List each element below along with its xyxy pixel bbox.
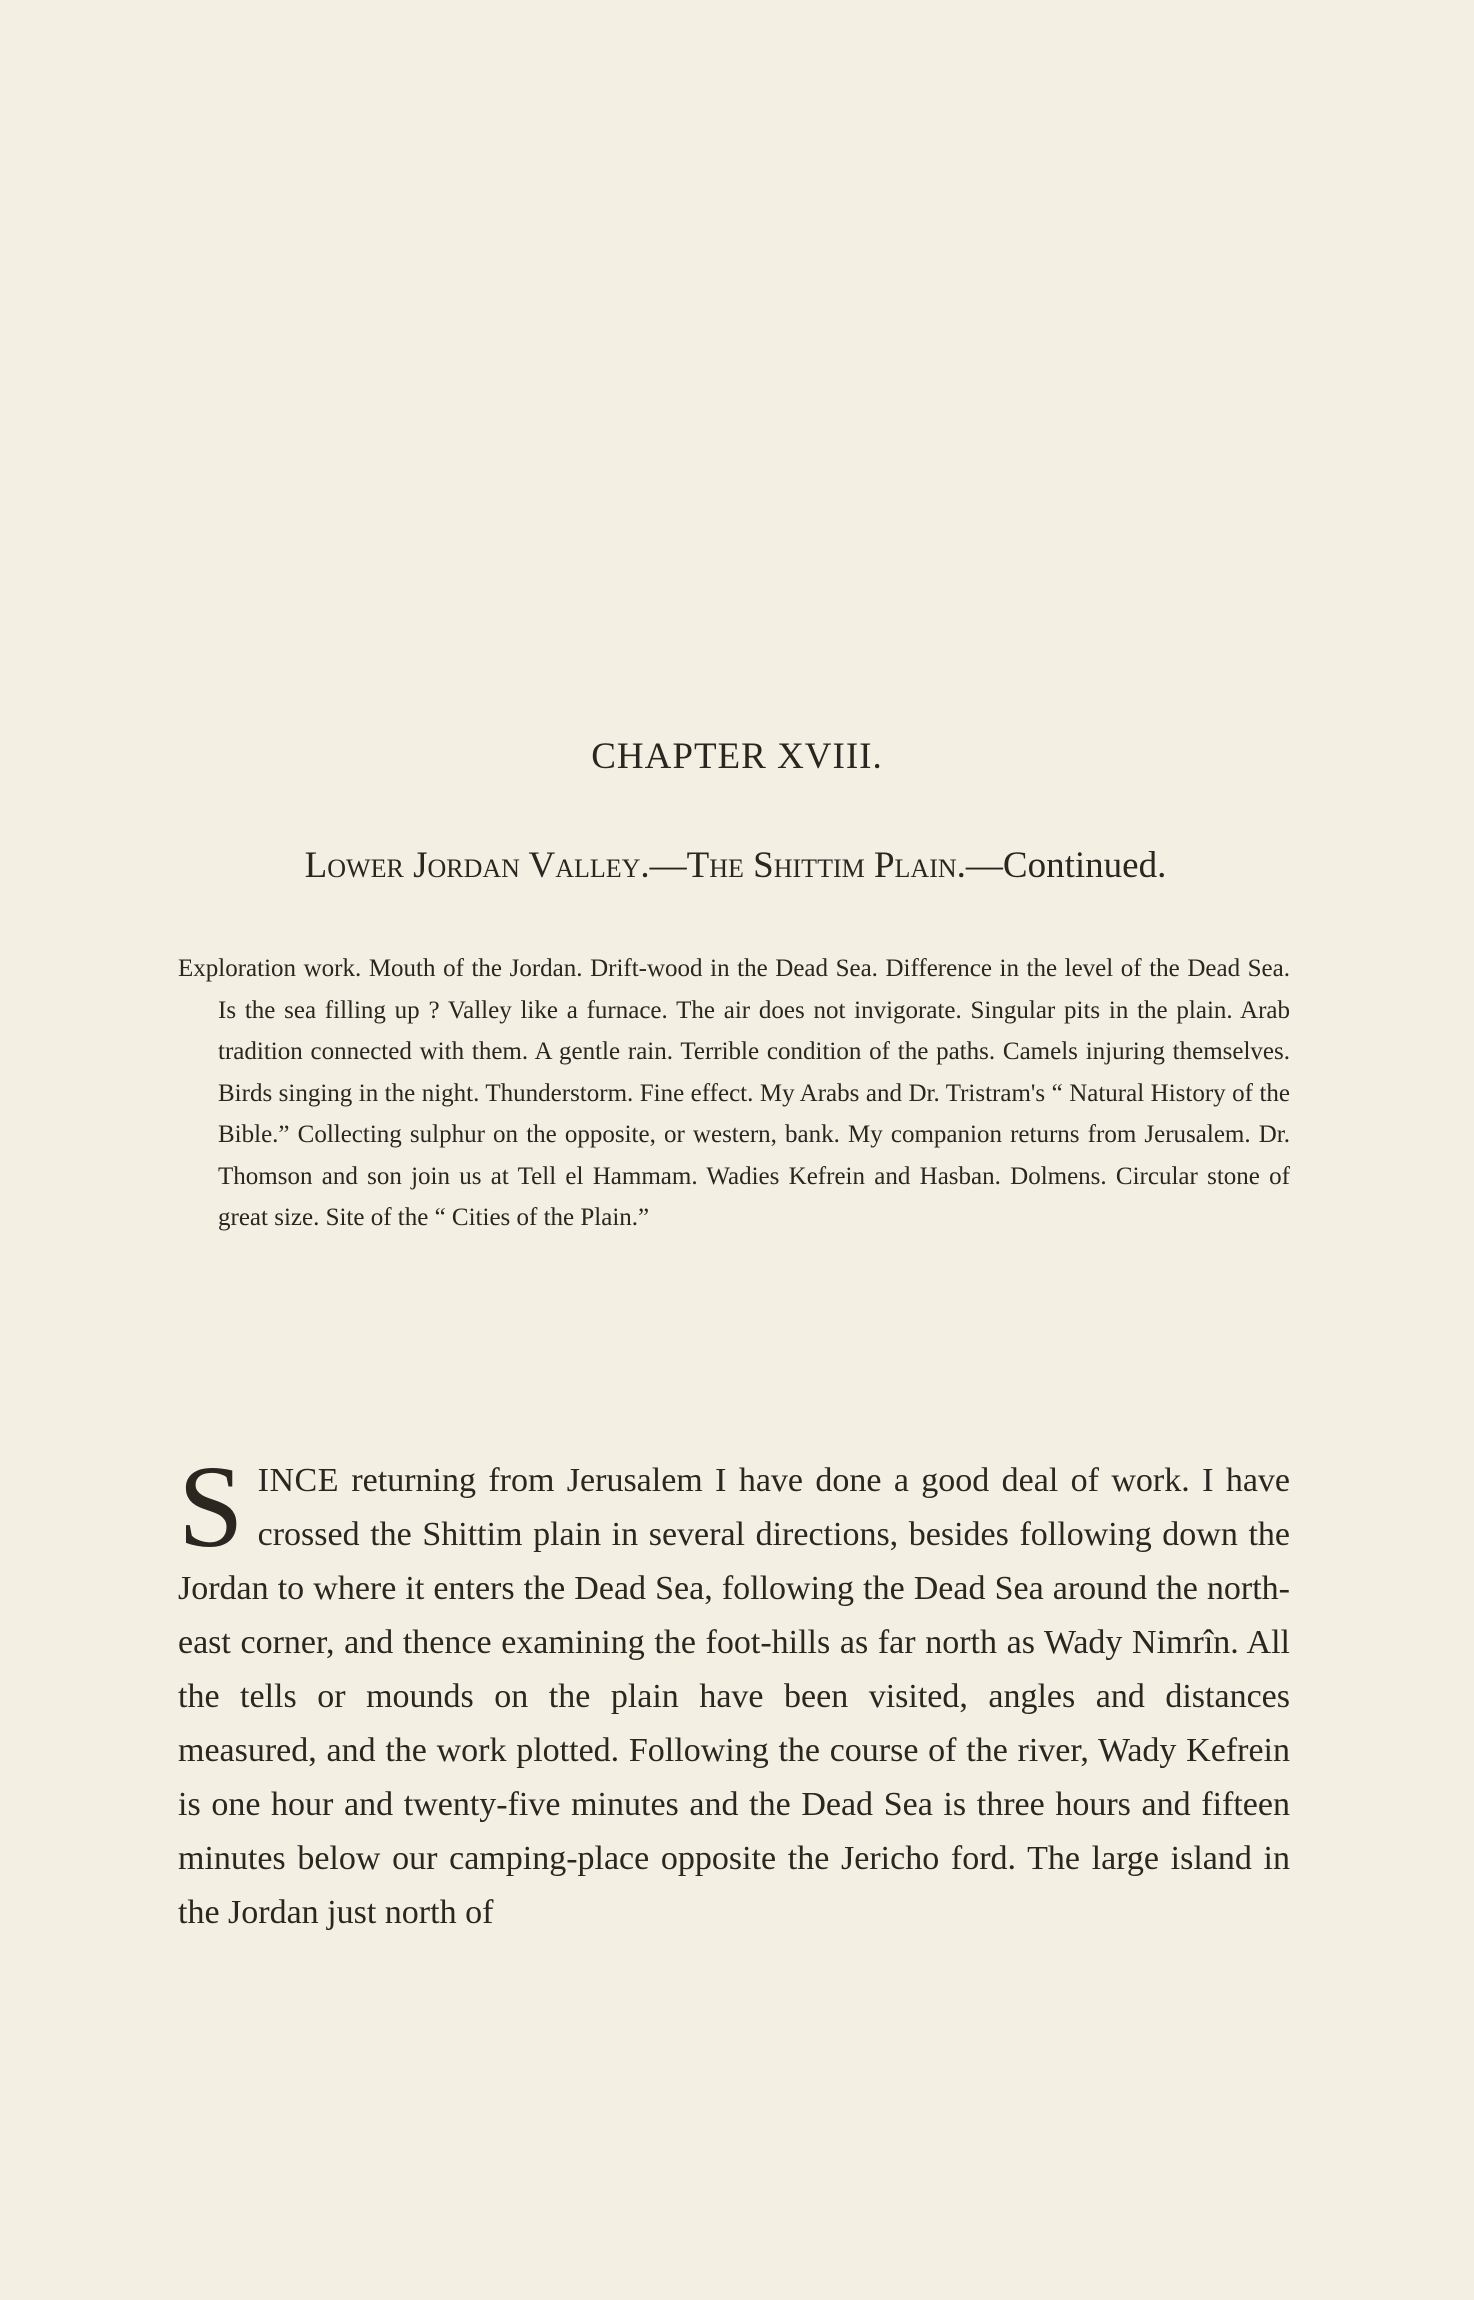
body-text bbox=[178, 1441, 1290, 1940]
chapter-title-continued: Continued. bbox=[1002, 845, 1167, 886]
chapter-heading: CHAPTER XVIII. bbox=[591, 736, 883, 777]
body-paragraph bbox=[178, 1441, 1290, 1940]
paragraph-text: returning from Jerusalem I have done a good deal of work. I have crossed the Shittim plain in several directions, besides following down the Jordan to where it enters the Dead Sea, following the Dead Sea around the north-east corner, and thence examining the foot-hills as far north as Wady Nimrîn. All the tells or mounds on the plain have been visited, angles and distances measured, and the work plotted. Following the course of the river, Wady Kefrein is one hour and twenty-five minutes and the Dead Sea is three hours and fifteen minutes below our camping-place opposite the Jericho ford. The large island in the Jordan just north of bbox=[178, 1462, 1290, 1931]
drop-cap: S bbox=[178, 1441, 244, 1572]
synopsis-text: Exploration work. Mouth of the Jordan. Drift-wood in the Dead Sea. Difference in the level of the Dead Sea. Is the sea filling up ? Valley like a furnace. The air does not invigorate. Singular pits in the plain. Arab tradition connected with them. A gentle rain. Terrible condition of the paths. Camels injuring themselves. Birds singing in the night. Thunderstorm. Fine effect. My Arabs and Dr. Tristram's “ Natural History of the Bible.” Collecting sulphur on the opposite, or western, bank. My companion returns from Jerusalem. Dr. Thomson and son join us at Tell el Hammam. Wadies Kefrein and Hasban. Dolmens. Circular stone of great size. Site of the “ Cities of the Plain.” bbox=[178, 955, 1290, 1231]
chapter-title bbox=[178, 844, 1293, 887]
chapter-synopsis bbox=[178, 948, 1290, 1239]
chapter-title-main: Lower Jordan Valley.—The Shittim Plain.— bbox=[304, 845, 1003, 886]
first-word: INCE bbox=[257, 1462, 339, 1499]
